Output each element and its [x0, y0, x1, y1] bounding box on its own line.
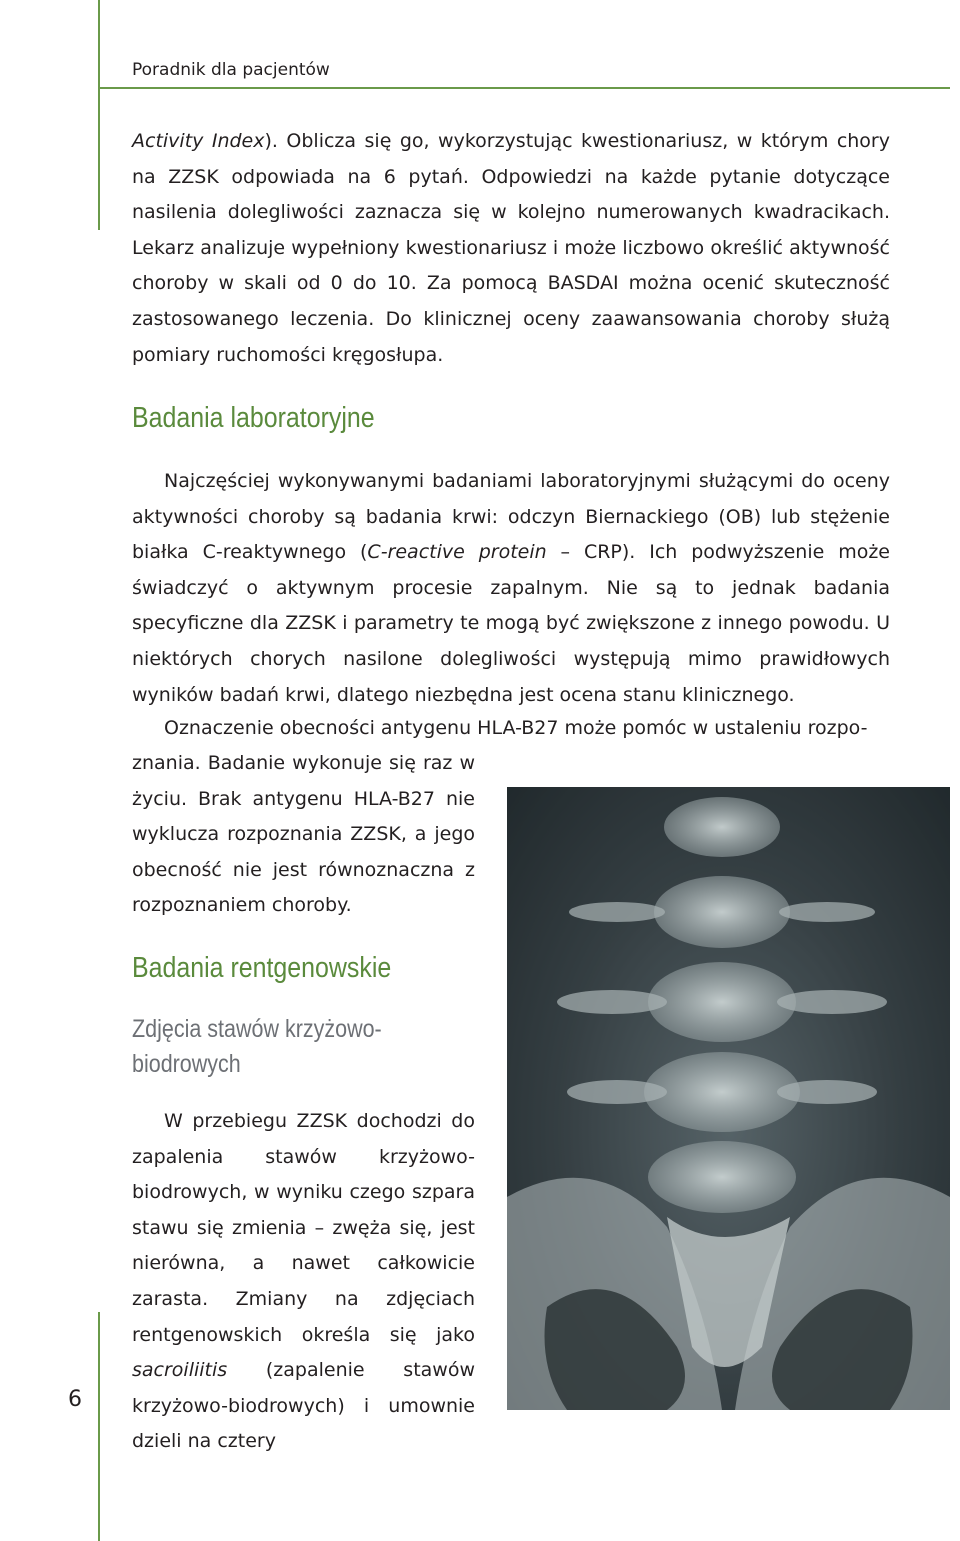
lab-p1-text-a: Najczęściej wykonywanymi badaniami laboratoryjnymi służącymi do oceny aktywności choroby są badania krwi: odczyn Biernackiego (OB) lub stężenie białka C-reaktywnego ( — [132, 470, 890, 564]
left-rule-bottom — [98, 1312, 100, 1541]
xray-heading: Badania rentgenowskie — [132, 952, 392, 984]
xray-p-text-b: (zapalenie stawów krzyżowo-biodrowych) i umownie dzieli na cztery — [132, 1359, 475, 1453]
intro-paragraph — [132, 124, 890, 373]
lab-p1-italic: C-reactive protein — [367, 541, 547, 564]
lab-paragraph-2-continued: znania. Badanie wykonuje się raz w życiu. Brak antygenu HLA-B27 nie wyklucza rozpoznania ZZSK, a jego obecność nie jest równoznaczna z rozpoznaniem choroby. — [132, 752, 475, 917]
left-rule-top — [98, 0, 100, 230]
lab-p1-text-b: – CRP). Ich podwyższenie może świadczyć o aktywnym procesie zapalnym. Nie są to jednak badania specyficzne dla ZZSK i parametry te mogą być zwiększone z innego powodu. U niektórych chorych nasilone dolegliwości występują mimo prawidłowych wyników badań krwi, dlatego niezbędna jest ocena stanu klinicznego. — [132, 541, 890, 706]
xray-p-italic: sacroiliitis — [132, 1359, 228, 1382]
xray-paragraph — [132, 1104, 475, 1460]
spine-xray-image — [507, 787, 950, 1410]
xray-subheading: Zdjęcia stawów krzyżowo-biodrowych — [132, 1015, 382, 1078]
intro-italic-lead: Activity Index — [132, 130, 265, 152]
page-number: 6 — [68, 1387, 82, 1412]
running-header: Poradnik dla pacjentów — [132, 60, 330, 80]
header-rule — [98, 87, 950, 89]
lab-paragraph-2-first-line: Oznaczenie obecności antygenu HLA-B27 może pomóc w ustaleniu rozpo- — [164, 717, 868, 739]
xray-p-text-a: W przebiegu ZZSK dochodzi do zapalenia stawów krzyżowo-biodrowych, w wyniku czego szpara stawu się zmienia – zwęża się, jest nierówna, a nawet całkowicie zarasta. Zmiany na zdjęciach rentgenowskich określa się jako — [132, 1110, 475, 1346]
lab-heading: Badania laboratoryjne — [132, 402, 375, 434]
lab-paragraph-1 — [132, 464, 890, 713]
intro-text: ). Oblicza się go, wykorzystując kwestionariusz, w którym chory na ZZSK odpowiada na 6 pytań. Odpowiedzi na każde pytanie dotyczące nasilenia dolegliwości zaznacza się w kolejno numerowanych kwadracikach. Lekarz analizuje wypełniony kwestionariusz i może liczbowo określić aktywność choroby w skali od 0 do 10. Za pomocą BASDAI można ocenić skuteczność zastosowanego leczenia. Do klinicznej oceny zaawansowania choroby służą pomiary ruchomości kręgosłupa. — [132, 130, 890, 366]
